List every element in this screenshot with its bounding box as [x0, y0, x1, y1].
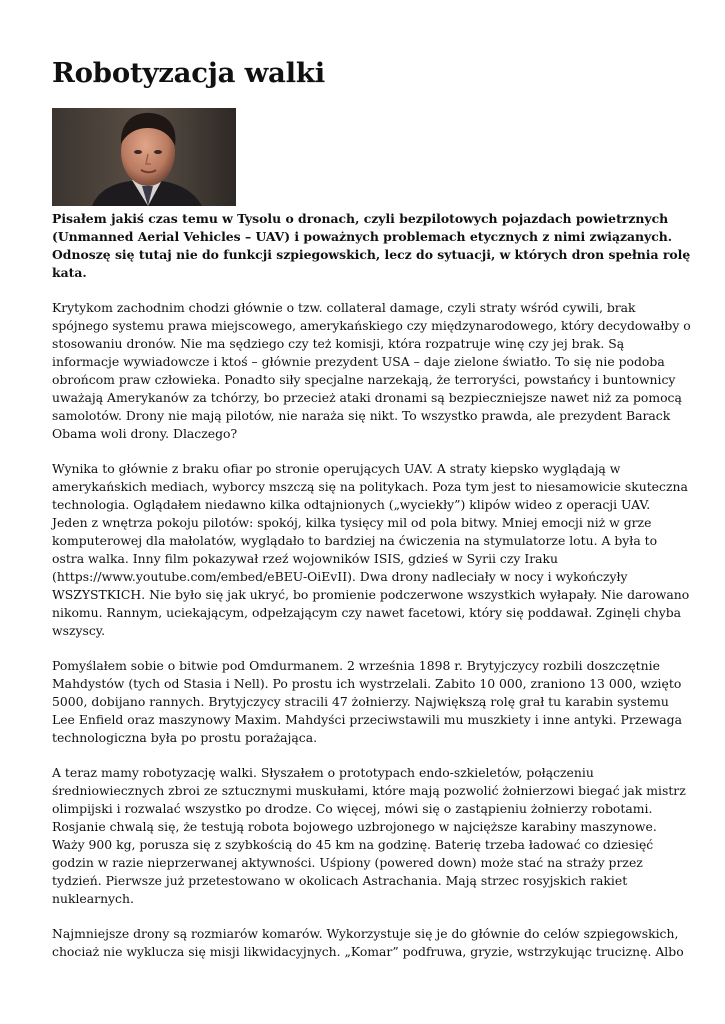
lead-line: Pisałem jakiś czas temu w Tysolu o dronach, czyli bezpilotowych pojazdach powietrznych [52, 211, 669, 226]
text-line: nikomu. Rannym, uciekającym, odpełzającym czy nawet facetowi, który się poddawał. Zginęli chyba [52, 605, 682, 620]
text-line: Krytykom zachodnim chodzi głównie o tzw. collateral damage, czyli straty wśród cywili, brak [52, 300, 636, 315]
text-line: nuklearnych. [52, 891, 134, 906]
text-line: Lee Enfield oraz maszynowy Maxim. Mahdyści przeciwstawili mu muszkiety i inne antyki. Przewaga [52, 712, 682, 727]
text-line: komputerowej dla małolatów, wyglądało to bardziej na ćwiczenia na stymulatorze lotu. A była to [52, 533, 658, 548]
text-line: ostra walka. Inny film pokazywał rzeź wojowników ISIS, gdzieś w Syrii czy Iraku [52, 551, 559, 566]
text-line: średniowiecznych zbroi ze sztucznymi muskułami, które mają pozwolić żołnierzowi biegać jak mistrz [52, 783, 686, 798]
text-line: obrońcom praw człowieka. Ponadto siły specjalne narzekają, że terroryści, powstańcy i buntownicy [52, 372, 676, 387]
paragraph-4 [52, 764, 686, 908]
text-line: Rosjanie chwalą się, że testują robota bojowego uzbrojonego w najcięższe karabiny maszynowe. [52, 819, 657, 834]
paragraph-3 [52, 657, 682, 747]
youtube-link-line[interactable]: (https://www.youtube.com/embed/eBEU-OiEvII). Dwa drony nadleciały w nocy i wykończyły [52, 569, 628, 584]
lead-line: kata. [52, 265, 87, 280]
text-line: 5000, dobijano rannych. Brytyjczycy stracili 47 żołnierzy. Największą rolę grał tu karabin systemu [52, 694, 669, 709]
article-title: Robotyzacja walki [52, 57, 326, 89]
text-line: informacje wywiadowcze i ktoś – głównie prezydent USA – daje zielone światło. To się nie podoba [52, 354, 665, 369]
article-lead [52, 210, 691, 282]
lead-line: (Unmanned Aerial Vehicles – UAV) i poważnych problemach etycznych z nimi związanych. [52, 229, 673, 244]
paragraph-1 [52, 299, 691, 443]
text-line: technologiczna była po prostu porażająca. [52, 730, 318, 745]
text-line: tydzień. Pierwsze już przetestowano w okolicach Astrachania. Mają strzec rosyjskich rakiet [52, 873, 628, 888]
text-line: uważają Amerykanów za tchórzy, bo przecież ataki dronami są bezpieczniejsze nawet niż za pomocą [52, 390, 682, 405]
text-line: godzin w razie nieprzerwanej aktywności. Uśpiony (powered down) może stać na straży przez [52, 855, 643, 870]
text-line: spójnego systemu prawa miejscowego, amerykańskiego czy międzynarodowego, który decydowałby o [52, 318, 691, 333]
text-line: A teraz mamy robotyzację walki. Słyszałem o prototypach endo-szkieletów, połączeniu [52, 765, 594, 780]
text-line: wszyscy. [52, 623, 106, 638]
paragraph-2 [52, 460, 690, 640]
text-line: Wynika to głównie z braku ofiar po stronie operujących UAV. A straty kiepsko wyglądają w [52, 461, 621, 476]
text-line: Obama woli drony. Dlaczego? [52, 426, 238, 441]
text-line: WSZYSTKICH. Nie było się jak ukryć, bo promienie podczerwone wszystkich wyłapały. Nie darowano [52, 587, 690, 602]
text-line: Najmniejsze drony są rozmiarów komarów. Wykorzystuje się je do głównie do celów szpiegowskich, [52, 926, 679, 941]
text-line: Jeden z wnętrza pokoju pilotów: spokój, kilka tysięcy mil od pola bitwy. Mniej emocji niż w grze [52, 515, 652, 530]
text-line: chociaż nie wyklucza się misji likwidacyjnych. „Komar” podfruwa, gryzie, wstrzykując truciznę. Albo [52, 944, 684, 959]
lead-line: Odnoszę się tutaj nie do funkcji szpiegowskich, lecz do sytuacji, w których dron spełnia rolę [52, 247, 691, 262]
text-line: Waży 900 kg, porusza się z szybkością do 45 km na godzinę. Baterię trzeba ładować co dziesięć [52, 837, 654, 852]
text-line: samolotów. Drony nie mają pilotów, nie naraża się nikt. To wszystko prawda, ale prezydent Barack [52, 408, 671, 423]
text-line: olimpijski i rozwalać wszystko po drodze. Co więcej, mówi się o zastąpieniu żołnierzy robotami. [52, 801, 653, 816]
paragraph-5 [52, 925, 684, 961]
text-line: Mahdystów (tych od Stasia i Nell). Po prostu ich wystrzelali. Zabito 10 000, zraniono 13 000, wzięto [52, 676, 682, 691]
text-line: stosowaniu dronów. Nie ma sędziego czy też komisji, która rozpatruje winę czy jej brak. Są [52, 336, 625, 351]
text-line: amerykańskich mediach, wyborcy mszczą się na politykach. Poza tym jest to niesamowicie skuteczna [52, 479, 688, 494]
text-line: technologia. Oglądałem niedawno kilka odtajnionych („wyciekły”) klipów wideo z operacji UAV. [52, 497, 651, 512]
text-line: Pomyślałem sobie o bitwie pod Omdurmanem. 2 września 1898 r. Brytyjczycy rozbili doszczętnie [52, 658, 660, 673]
article [52, 56, 691, 961]
author-photo [52, 108, 236, 206]
